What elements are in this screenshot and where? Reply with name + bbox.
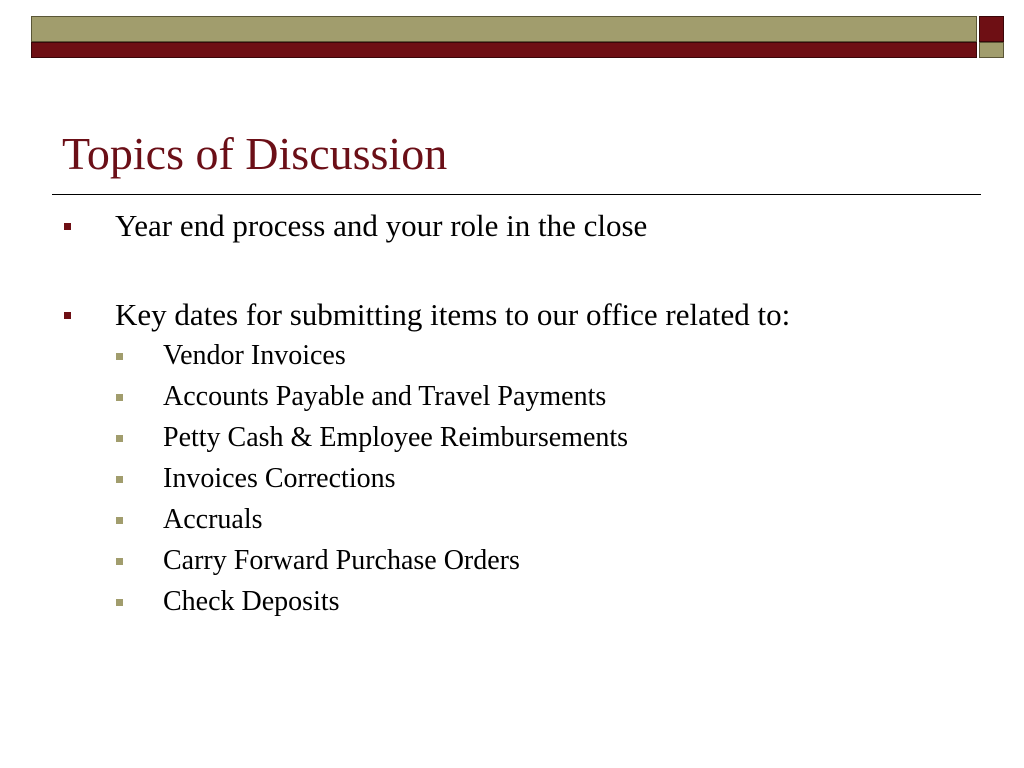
sub-bullet-text: Vendor Invoices xyxy=(163,340,346,371)
sub-bullet-text: Carry Forward Purchase Orders xyxy=(163,545,520,576)
sub-bullet-text: Accruals xyxy=(163,504,263,535)
square-bullet-icon xyxy=(116,517,123,524)
square-bullet-icon xyxy=(116,476,123,483)
square-bullet-icon xyxy=(64,223,71,230)
header-band-maroon xyxy=(31,42,977,58)
sub-bullet-text: Check Deposits xyxy=(163,586,340,617)
sub-bullet-text: Invoices Corrections xyxy=(163,463,396,494)
square-bullet-icon xyxy=(116,558,123,565)
header-square-maroon xyxy=(979,16,1004,42)
square-bullet-icon xyxy=(116,353,123,360)
bullet-text: Key dates for submitting items to our office related to: xyxy=(115,297,791,332)
sub-bullet-text: Accounts Payable and Travel Payments xyxy=(163,381,607,412)
header-band-olive xyxy=(31,16,977,42)
slide-title: Topics of Discussion xyxy=(62,128,448,179)
bullet-text: Year end process and your role in the close xyxy=(115,208,648,243)
square-bullet-icon xyxy=(116,394,123,401)
square-bullet-icon xyxy=(116,435,123,442)
title-divider xyxy=(52,194,981,195)
square-bullet-icon xyxy=(116,599,123,606)
square-bullet-icon xyxy=(64,312,71,319)
sub-bullet-text: Petty Cash & Employee Reimbursements xyxy=(163,422,629,453)
header-square-olive xyxy=(979,42,1004,58)
